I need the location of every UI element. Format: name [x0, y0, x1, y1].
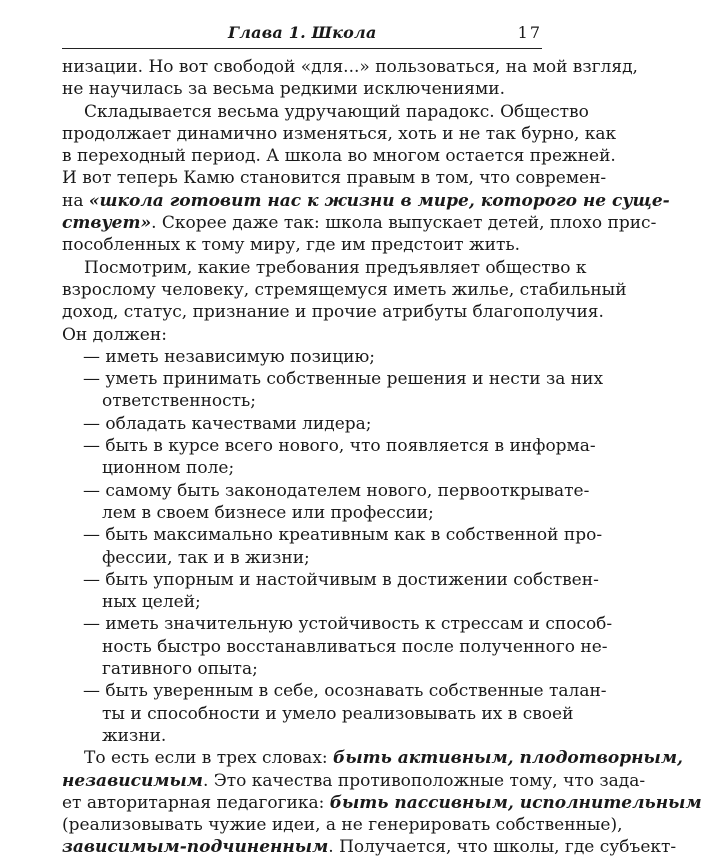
text-line [62, 747, 683, 769]
text-line [62, 836, 677, 858]
list-item-continuation: ность быстро восстанавливаться после полученного не- [102, 636, 608, 657]
text-run: . Скорее даже так: школа выпускает детей, плохо прис- [151, 213, 657, 234]
list-item: — обладать качествами лидера; [83, 413, 372, 434]
text-line: в переходный период. А школа во многом остается прежней. [62, 146, 616, 167]
list-item-continuation: ответственность; [102, 391, 257, 412]
emphasized-text: зависимым-подчиненным [62, 837, 329, 858]
list-item-continuation: жизни. [102, 725, 167, 746]
text-line: взрослому человеку, стремящемуся иметь жилье, стабильный [62, 279, 627, 300]
text-line: не научилась за весьма редкими исключениями. [62, 79, 505, 100]
emphasized-text: «школа готовит нас к жизни в мире, которого не суще- [88, 190, 670, 211]
emphasized-text: быть пассивным, исполнительным [329, 792, 702, 813]
text-line: Он должен: [62, 324, 167, 345]
text-run: . Это качества противоположные тому, что зада- [202, 770, 646, 791]
emphasized-text: быть активным, плодотворным, [333, 748, 683, 769]
list-item-continuation: лем в своем бизнесе или профессии; [102, 502, 434, 523]
list-item: — быть в курсе всего нового, что появляется в информа- [83, 436, 596, 457]
text-line [62, 770, 646, 792]
text-line [62, 792, 702, 814]
text-line: продолжает динамично изменяться, хоть и не так бурно, как [62, 123, 617, 144]
list-item: — самому быть законодателем нового, первооткрывате- [83, 480, 590, 501]
page-header [62, 22, 542, 49]
list-item-continuation: ты и способности и умело реализовывать их в своей [102, 703, 574, 724]
list-item-continuation: ционном поле; [102, 458, 235, 479]
text-line: низации. Но вот свободой «для...» пользоваться, на мой взгляд, [62, 57, 638, 77]
text-line: Посмотрим, какие требования предъявляет общество к [84, 257, 587, 278]
text-line: пособленных к тому миру, где им предстоит жить. [62, 235, 521, 256]
text-run: ет авторитарная педагогика: [62, 792, 330, 813]
text-line [62, 190, 670, 212]
body-text [62, 56, 702, 859]
list-item: — быть упорным и настойчивым в достижении собствен- [83, 569, 599, 590]
emphasized-text: ствует» [62, 213, 152, 234]
list-item: — быть уверенным в себе, осознавать собственные талан- [83, 681, 607, 702]
running-head: Глава 1. Школа [228, 23, 377, 42]
list-item-continuation: гативного опыта; [102, 659, 258, 680]
list-item-continuation: ных целей; [102, 592, 201, 613]
text-line [62, 212, 657, 234]
text-run: То есть если в трех словах: [84, 748, 334, 769]
text-run: на [62, 190, 89, 211]
text-line: доход, статус, признание и прочие атрибуты благополучия. [62, 302, 604, 323]
text-line: И вот теперь Камю становится правым в том, что современ- [62, 168, 607, 189]
text-line: Складывается весьма удручающий парадокс. Общество [84, 101, 589, 122]
list-item: — иметь значительную устойчивость к стрессам и способ- [83, 614, 613, 635]
emphasized-text: независимым [62, 770, 203, 791]
list-item-continuation: фессии, так и в жизни; [102, 547, 310, 568]
list-item: — быть максимально креативным как в собственной про- [83, 525, 603, 546]
text-run: . Получается, что школы, где субъект- [328, 837, 677, 858]
page-number: 17 [517, 23, 542, 42]
list-item: — уметь принимать собственные решения и нести за них [83, 369, 604, 390]
text-line: (реализовывать чужие идеи, а не генерировать собственные), [62, 815, 623, 836]
list-item: — иметь независимую позицию; [83, 346, 376, 367]
